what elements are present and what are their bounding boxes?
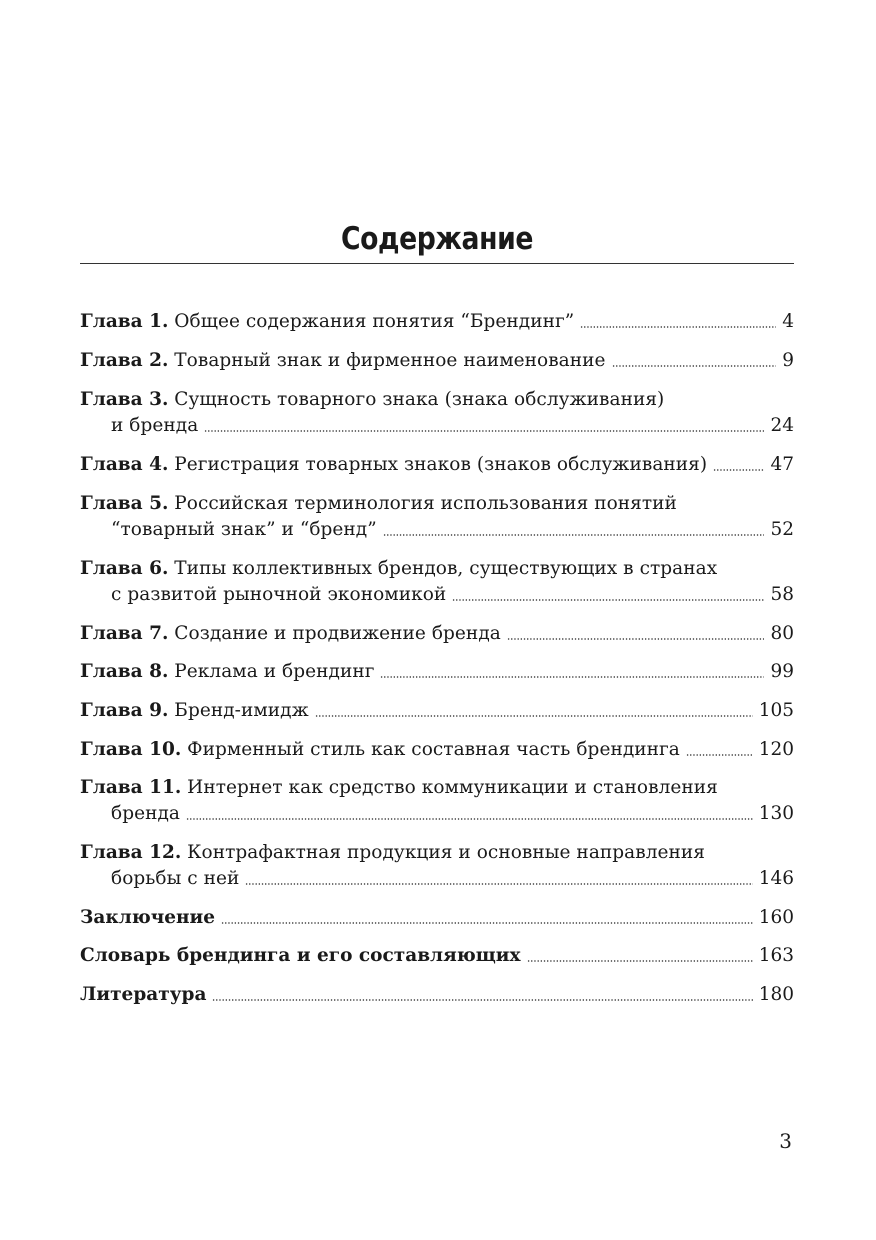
toc-entry-title: Фирменный стиль как составная часть брендинга [187, 739, 680, 760]
toc-entry-label: Глава 3. [80, 389, 169, 410]
toc-entry-page: 130 [758, 803, 794, 824]
table-of-contents [80, 309, 794, 1008]
toc-entry-page: 99 [770, 661, 794, 682]
toc-entry-page: 163 [758, 945, 794, 966]
dot-leader [452, 599, 764, 601]
toc-entry [80, 982, 794, 1008]
toc-entry-label: Глава 6. [80, 558, 169, 579]
toc-entry-label: Глава 11. [80, 777, 182, 798]
toc-entry-page: 4 [782, 311, 794, 332]
toc-entry-label: Глава 4. [80, 454, 169, 475]
toc-entry [80, 775, 794, 827]
toc-entry-page: 146 [758, 868, 794, 889]
toc-entry-label: Глава 5. [80, 493, 169, 514]
dot-leader [713, 469, 764, 471]
toc-entry-page: 52 [770, 519, 794, 540]
toc-entry [80, 943, 794, 969]
toc-entry-title: Бренд-имидж [174, 700, 309, 721]
toc-entry-label: Глава 1. [80, 311, 169, 332]
dot-leader [245, 883, 752, 885]
title-divider [80, 263, 794, 264]
dot-leader [212, 999, 752, 1001]
toc-entry-title-continued: бренда [111, 803, 180, 824]
toc-entry [80, 348, 794, 374]
toc-entry-page: 47 [770, 454, 794, 475]
dot-leader [221, 922, 753, 924]
toc-entry-title-continued: с развитой рыночной экономикой [111, 584, 447, 605]
toc-entry-title: Создание и продвижение бренда [174, 623, 501, 644]
dot-leader [507, 638, 765, 640]
toc-entry [80, 491, 794, 543]
toc-entry [80, 905, 794, 931]
page-title: Содержание [341, 221, 533, 257]
toc-entry-label: Глава 12. [80, 842, 182, 863]
toc-entry-title: Сущность товарного знака (знака обслуживания) [174, 389, 665, 410]
toc-entry-label: Словарь брендинга и его составляющих [80, 945, 521, 966]
toc-entry-page: 24 [770, 415, 794, 436]
dot-leader [380, 676, 764, 678]
toc-entry [80, 621, 794, 647]
toc-entry-page: 120 [758, 739, 794, 760]
toc-entry-page: 80 [770, 623, 794, 644]
toc-entry [80, 840, 794, 892]
toc-entry-label: Глава 8. [80, 661, 169, 682]
toc-entry-title-continued: и бренда [111, 415, 199, 436]
dot-leader [527, 960, 753, 962]
toc-entry-title-continued: борьбы с ней [111, 868, 240, 889]
toc-entry-title: Регистрация товарных знаков (знаков обслуживания) [174, 454, 708, 475]
toc-entry-label: Глава 2. [80, 350, 169, 371]
toc-entry-page: 9 [782, 350, 794, 371]
dot-leader [686, 754, 753, 756]
dot-leader [612, 365, 777, 367]
dot-leader [580, 326, 776, 328]
toc-entry-label: Глава 10. [80, 739, 182, 760]
toc-entry [80, 556, 794, 608]
toc-entry-title: Контрафактная продукция и основные направления [187, 842, 705, 863]
toc-entry [80, 452, 794, 478]
toc-entry-title: Товарный знак и фирменное наименование [174, 350, 606, 371]
toc-entry [80, 698, 794, 724]
toc-entry [80, 737, 794, 763]
dot-leader [186, 818, 753, 820]
toc-entry-title: Типы коллективных брендов, существующих в странах [174, 558, 718, 579]
toc-entry-page: 105 [758, 700, 794, 721]
toc-entry-label: Глава 7. [80, 623, 169, 644]
toc-entry-title: Интернет как средство коммуникации и становления [187, 777, 718, 798]
toc-entry-title: Общее содержания понятия “Брендинг” [174, 311, 575, 332]
toc-entry [80, 659, 794, 685]
dot-leader [315, 715, 753, 717]
toc-entry-title-continued: “товарный знак” и “бренд” [111, 519, 377, 540]
toc-entry-page: 160 [758, 907, 794, 928]
toc-entry-label: Заключение [80, 907, 216, 928]
page-number: 3 [779, 1129, 792, 1153]
toc-entry [80, 309, 794, 335]
toc-entry [80, 387, 794, 439]
toc-entry-title: Реклама и брендинг [174, 661, 375, 682]
dot-leader [204, 430, 764, 432]
toc-entry-label: Литература [80, 984, 207, 1005]
toc-entry-title: Российская терминология использования понятий [174, 493, 677, 514]
toc-entry-page: 180 [758, 984, 794, 1005]
toc-entry-label: Глава 9. [80, 700, 169, 721]
toc-entry-page: 58 [770, 584, 794, 605]
dot-leader [383, 534, 765, 536]
